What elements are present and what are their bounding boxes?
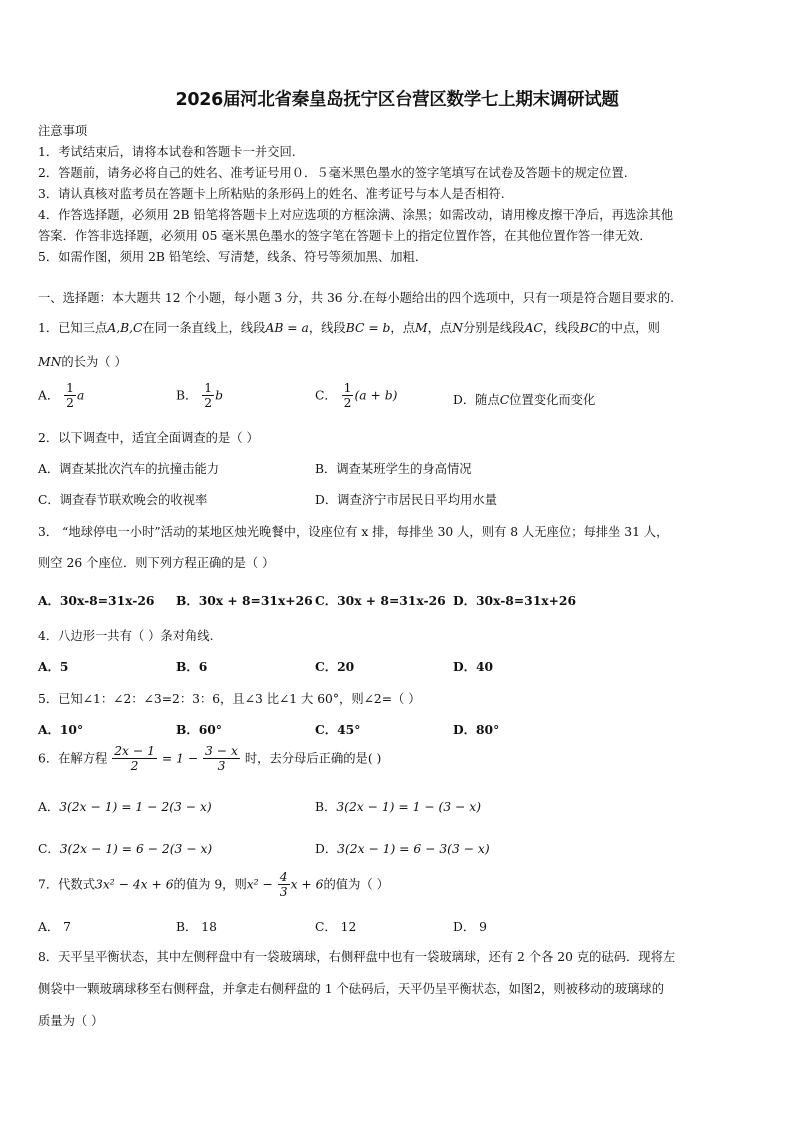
question-7-stem	[38, 871, 389, 899]
denominator: 2	[204, 396, 213, 411]
page-title: 2026届河北省秦皇岛抚宁区台营区数学七上期末调研试题	[175, 90, 619, 110]
variable: b	[215, 388, 223, 403]
fraction	[202, 382, 214, 410]
q6-equals: = 1 −	[161, 751, 199, 766]
numerator: 1	[204, 381, 213, 395]
q6-option-b	[315, 797, 481, 815]
q3-option-a: A．30x-8=31x-26	[38, 593, 155, 608]
denominator: 2	[66, 396, 74, 411]
question-6-stem	[38, 745, 381, 773]
option-label: B．	[315, 800, 337, 814]
option-label: B．	[176, 388, 198, 403]
q5-option-a: A．10°	[38, 722, 84, 737]
notes-item: 3．请认真核对监考员在答题卡上所粘贴的条形码上的姓名、准考证号与本人是否相符.	[38, 187, 505, 201]
q7-text: 的值为（ ）	[323, 877, 389, 892]
option-label: A．	[38, 800, 60, 814]
numerator: 2x − 1	[114, 744, 155, 758]
q1-bc: BC = b	[345, 321, 391, 335]
q7-text: 的值为 9，则	[173, 877, 247, 892]
q6-text: 6．在解方程	[38, 751, 108, 766]
q2-option-a: A．调查某批次汽车的抗撞击能力	[38, 462, 220, 476]
q1-text: 1．已知三点	[38, 321, 108, 335]
q6-option-a	[38, 797, 212, 815]
q6-option-d	[315, 839, 490, 857]
q1-bc2: BC	[579, 321, 599, 335]
notes-item: 2．答题前，请务必将自己的姓名、准考证号用０．５毫米黑色墨水的签字笔填写在试卷及答题卡的规定位置.	[38, 166, 628, 180]
question-8-stem-line3: 质量为（ ）	[38, 1014, 104, 1028]
q7-expression: x + 6	[290, 877, 324, 892]
variable: a	[76, 388, 85, 403]
q1-text: 在同一条直线上，线段	[142, 321, 266, 335]
question-8-stem: 8．天平呈平衡状态，其中左侧秤盘中有一袋玻璃球，右侧秤盘中也有一袋玻璃球，还有 2 个各 20 克的砝码．现将左	[38, 950, 676, 964]
notes-item: 4．作答选择题，必须用 2B 铅笔将答题卡上对应选项的方框涂满、涂黑；如需改动，请用橡皮擦干净后，再选涂其他	[38, 208, 674, 222]
denominator: 3	[217, 759, 226, 774]
q1-ac: AC	[524, 321, 543, 335]
numerator: 4	[279, 870, 288, 884]
notes-item: 1．考试结束后，请将本试卷和答题卡一并交回.	[38, 145, 296, 159]
option-expression: 3(2x − 1) = 6 − 3(3 − x)	[337, 842, 490, 856]
fraction	[64, 382, 76, 410]
q5-option-b: B．60°	[176, 722, 222, 737]
question-1-stem-line2	[38, 352, 127, 370]
q3-option-d: D．30x-8=31x+26	[453, 593, 577, 608]
q1-option-b	[176, 382, 223, 410]
q3-option-b: B．30x + 8=31x+26	[176, 593, 313, 608]
q1-points: A,B,C	[107, 321, 143, 335]
option-label: D．随点	[453, 393, 500, 407]
question-3-stem-line2: 则空 26 个座位．则下列方程正确的是（ ）	[38, 556, 275, 570]
q1-n: N	[452, 321, 463, 335]
question-4-stem: 4．八边形一共有（ ）条对角线.	[38, 629, 214, 643]
option-text: 位置变化而变化	[509, 393, 596, 407]
notes-item: 答案．作答非选择题，必须用 05 毫米黑色墨水的签字笔在答题卡上的指定位置作答，在其他位置作答一律无效．	[38, 229, 652, 243]
option-expression: 3(2x − 1) = 1 − (3 − x)	[336, 800, 482, 814]
q2-option-b: B．调查某班学生的身高情况	[315, 462, 472, 476]
q2-option-c: C．调查春节联欢晚会的收视率	[38, 493, 208, 507]
q5-option-d: D．80°	[453, 722, 500, 737]
q7-expression: x² −	[246, 877, 273, 892]
q1-text: ，线段	[308, 321, 346, 335]
question-3-stem: 3． “地球停电一小时”活动的某地区烛光晚餐中，设座位有 x 排，每排坐 30 人，则有 8 人无座位；每排坐 31 人，	[38, 525, 669, 539]
fraction	[278, 871, 290, 899]
option-label: A．	[38, 388, 60, 403]
option-expression: 3(2x − 1) = 1 − 2(3 − x)	[59, 800, 212, 814]
q1-text: ，点	[427, 321, 453, 335]
q6-text: 时，去分母后正确的是( )	[244, 751, 382, 766]
q7-expression: 3x² − 4x + 6	[95, 877, 174, 892]
q1-text: 分别是线段	[462, 321, 525, 335]
q2-option-d: D．调查济宁市居民日平均用水量	[315, 493, 498, 507]
fraction	[203, 745, 240, 773]
q1-text: ，点	[390, 321, 416, 335]
q4-option-a: A．5	[38, 659, 69, 674]
option-label: C．	[315, 388, 337, 403]
fraction	[342, 382, 354, 410]
q4-option-b: B．6	[176, 659, 208, 674]
numerator: 3 − x	[205, 744, 238, 758]
notes-heading: 注意事项	[38, 124, 88, 138]
option-label: D．	[315, 842, 338, 856]
q1-option-c	[315, 382, 397, 410]
q6-option-c	[38, 839, 212, 857]
q1-ab: AB = a	[265, 321, 309, 335]
q7-option-a: A． 7	[38, 920, 71, 934]
q1-mn: MN	[38, 355, 62, 369]
q4-option-c: C．20	[315, 659, 355, 674]
denominator: 2	[343, 396, 352, 411]
q1-text: 的长为（ ）	[61, 355, 127, 369]
q1-m: M	[415, 321, 428, 335]
numerator: 1	[343, 381, 352, 395]
option-expression: 3(2x − 1) = 6 − 2(3 − x)	[59, 842, 213, 856]
question-2-stem: 2．以下调查中，适宜全面调查的是（ ）	[38, 431, 259, 445]
option-label: C．	[38, 842, 60, 856]
q7-option-b: B． 18	[176, 920, 217, 934]
q1-text: 的中点，则	[598, 321, 660, 335]
q1-option-a	[38, 382, 84, 410]
notes-item: 5．如需作图，须用 2B 铅笔绘、写清楚，线条、符号等须加黑、加粗．	[38, 250, 428, 264]
denominator: 2	[130, 759, 139, 774]
q1-text: ，线段	[542, 321, 580, 335]
fraction	[112, 745, 157, 773]
q4-option-d: D．40	[453, 659, 494, 674]
q1-option-d	[453, 390, 595, 408]
question-5-stem: 5．已知∠1：∠2：∠3=2：3：6，且∠3 比∠1 大 60°，则∠2=（ ）	[38, 692, 421, 706]
question-1-stem	[38, 318, 660, 336]
denominator: 3	[279, 885, 288, 900]
question-8-stem-line2: 侧袋中一颗玻璃球移至右侧秤盘，并拿走右侧秤盘的 1 个砝码后，天平仍呈平衡状态，如图2，则被移动的玻璃球的	[38, 982, 665, 996]
q7-option-d: D． 9	[453, 920, 487, 934]
variable: (a + b)	[354, 388, 398, 403]
numerator: 1	[66, 381, 74, 395]
q7-option-c: C． 12	[315, 920, 357, 934]
q3-option-c: C．30x + 8=31x-26	[315, 593, 446, 608]
q7-text: 7．代数式	[38, 877, 96, 892]
q5-option-c: C．45°	[315, 722, 361, 737]
section-heading: 一、选择题：本大题共 12 个小题，每小题 3 分，共 36 分.在每小题给出的四个选项中，只有一项是符合题目要求的.	[38, 291, 675, 305]
variable: C	[499, 393, 510, 407]
